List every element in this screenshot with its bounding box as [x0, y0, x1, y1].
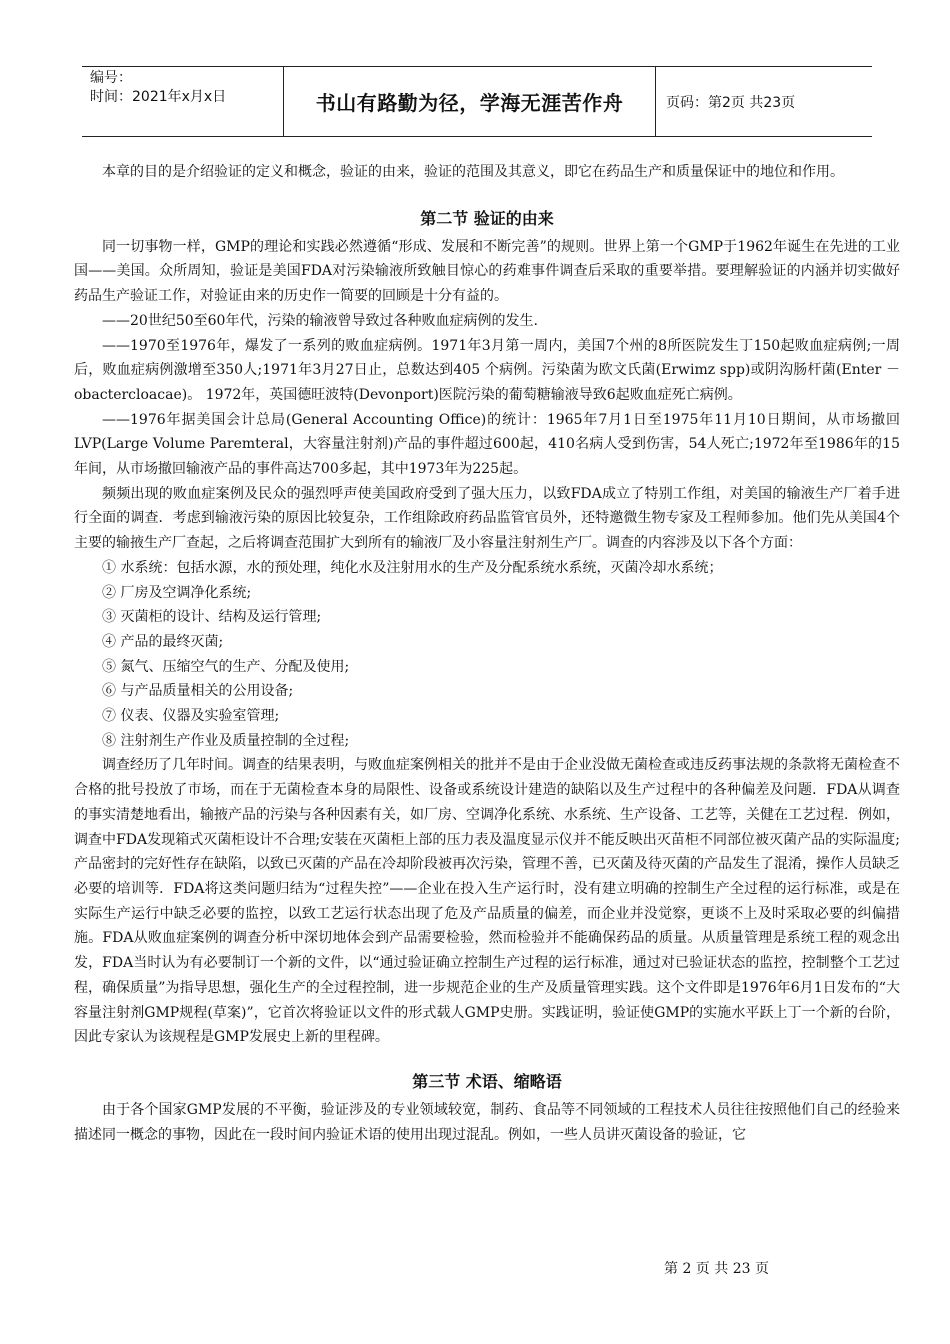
- header-page-info: 页码：第2页 共23页: [666, 94, 796, 111]
- paragraph: 同一切事物一样，GMP的理论和实践必然遵循“形成、发展和不断完善”的规则。世界上第一个GMP于1962年诞生在先进的工业国——美国。众所周知，验证是美国FDA对污染输液所致触目惊心的药难事件调查后采取的重要举措。要理解验证的内涵并切实做好药品生产验证工作，对验证由来的历史作一简要的回顾是十分有益的。: [74, 238, 900, 305]
- paragraph: ——1976年据美国会计总局(General Accounting Office)的统计：1965年7月1日至1975年11月10日期间，从市场撤回LVP(Large Volume Paremteral，大容量注射剂)产品的事件超过600起，410名病人受到伤害，54人死亡;1972年至1986年的15年间，从市场撤回输液产品的事件高达700多起，其中1973年为225起。: [74, 411, 900, 478]
- paragraph: 由于各个国家GMP发展的不平衡，验证涉及的专业领域较宽，制药、食品等不同领域的工程技术人员往往按照他们自己的经验来描述同一概念的事物，因此在一段时间内验证术语的使用出现过混乱。例如，一些人员讲灭菌设备的验证，它: [74, 1101, 900, 1143]
- list-item: ② 厂房及空调净化系统;: [102, 584, 252, 601]
- list-item: ③ 灭菌柜的设计、结构及运行管理;: [102, 609, 322, 626]
- document-body: [74, 160, 900, 1147]
- list-item: ① 水系统：包括水源，水的预处理，纯化水及注射用水的生产及分配系统水系统，灭菌冷却水系统；: [102, 559, 723, 576]
- page-header: [82, 66, 872, 137]
- document-number: 编号：: [90, 70, 132, 86]
- intro-paragraph: 本章的目的是介绍验证的定义和概念，验证的由来，验证的范围及其意义，即它在药品生产和质量保证中的地位和作用。: [102, 164, 844, 180]
- paragraph: ——20世纪50至60年代，污染的输液曾导致过各种败血症病例的发生.: [102, 312, 538, 329]
- list-item: ④ 产品的最终灭菌;: [102, 633, 224, 650]
- paragraph: 频频出现的败血症案例及民众的强烈呼声使美国政府受到了强大压力，以致FDA成立了特别工作组，对美国的输液生产厂着手进行全面的调查．考虑到输液污染的原因比较复杂，工作组除政府药品监管官员外，还特邀微生物专家及工程师参加。他们先从美国4个主要的输掖生产厂查起，之后将调查范围扩大到所有的输液厂及小容量注射剂生产厂。调查的内容涉及以下各个方面：: [74, 485, 900, 552]
- paragraph: 调查经历了几年时间。调查的结果表明，与败血症案例相关的批并不是由于企业没做无菌检查或违反药事法规的条款将无菌检查不合格的批号投放了市场，而在于无菌检查本身的局限性、设备或系统设计建造的缺陷以及生产过程中的各种偏差及问题．FDA从调查的事实清楚地看出，输掖产品的污染与各种因素有关，如厂房、空调净化系统、水系统、生产设备、工艺等，关健在工艺过程．例如，调查中FDA发现箱式灭菌柜设计不合理;安装在灭菌柜上部的压力表及温度显示仪并不能反映出灭苗柜不同部位被灭菌产品的实际温度;产品密封的完好性存在缺陷，以致已灭菌的产品在冷却阶段被再次污染，管理不善，已灭菌及待灭菌的产品发生了混淆，操作人员缺乏必要的培训等．FDA将这类问题归结为“过程失控”——企业在投入生产运行时，没有建立明确的控制生产全过程的运行标准，或是在实际生产运行中缺乏必要的监控，以致工艺运行状态出现了危及产品质量的偏差，而企业并没觉察，更谈不上及时采取必要的纠偏措施。FDA从败血症案例的调查分析中深切地体会到产品需要检验，然而检验并不能确保药品的质量。从质量管理是系统工程的观念出发，FDA当时认为有必要制订一个新的文件，以“通过验证确立控制生产过程的运行标准，通过对已验证状态的监控，控制整个工艺过程，确保质量”为指导思想，强化生产的全过程控制，进一步规范企业的生产及质量管理实践。这个文件即是1976年6月1日发布的“大容量注射剂GMP规程(草案)”，它首次将验证以文件的形式载人GMP史册。实践证明，验证使GMP的实施水平跃上丁一个新的台阶，因此专家认为该规程是GMP发展史上新的里程碑。: [74, 757, 900, 1046]
- header-meta: [82, 67, 284, 136]
- list-item: ⑦ 仪表、仪器及实验室管理;: [102, 708, 280, 725]
- section-title: 第二节 验证的由来: [420, 208, 554, 228]
- paragraph: ——1970至1976年，爆发了一系列的败血症病例。1971年3月第一周内，美国7个州的8所医院发生丁150起败血症病例;一周后，败血症病例激增至350人;1971年3月27日止，总数达到405 个病例。污染菌为欧文氏菌(Erwimz spp)或阴沟肠杆菌(Enter －obactercloacae)。 1972年，英国德旺波特(Devonport)医院污染的葡萄糖输液导致6起败血症死亡病例。: [74, 337, 900, 403]
- list-item: ⑤ 氮气、压缩空气的生产、分配及使用;: [102, 658, 350, 675]
- document-date: 时间：2021年x月x日: [90, 89, 227, 105]
- page-footer: 第 2 页 共 23 页: [664, 1261, 769, 1277]
- list-item: ⑥ 与产品质量相关的公用设备;: [102, 683, 294, 700]
- section-title: 第三节 术语、缩略语: [412, 1071, 562, 1091]
- list-item: ⑧ 注射剂生产作业及质量控制的全过程;: [102, 732, 350, 749]
- header-motto: 书山有路勤为径，学海无涯苦作舟: [284, 67, 656, 136]
